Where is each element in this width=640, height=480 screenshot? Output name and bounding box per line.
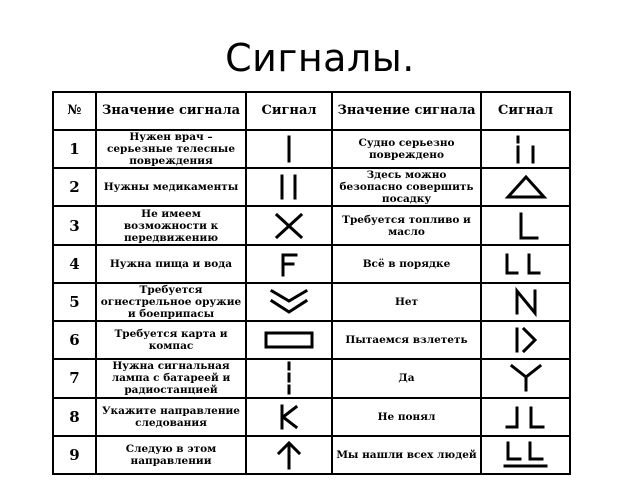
header-signal-2: Сигнал: [481, 92, 570, 130]
two-vertical-lines-icon: [246, 168, 332, 206]
signal-meaning: Здесь можно безопасно совершить посадку: [332, 168, 481, 206]
table-row: [53, 168, 570, 206]
table-row: [53, 130, 570, 168]
signal-meaning: Следую в этом направлении: [96, 436, 246, 474]
signal-meaning: Да: [332, 359, 481, 397]
signal-meaning: Нет: [332, 283, 481, 321]
double-chevron-down-icon: [246, 283, 332, 321]
header-num: №: [53, 92, 96, 130]
table-row: [53, 283, 570, 321]
signal-meaning: Нужна пища и вода: [96, 245, 246, 283]
row-number: 2: [53, 168, 96, 206]
row-number: 4: [53, 245, 96, 283]
signal-meaning: Пытаемся взлететь: [332, 321, 481, 359]
row-number: 8: [53, 398, 96, 436]
rectangle-icon: [246, 321, 332, 359]
x-cross-icon: [246, 206, 332, 244]
table-row: [53, 206, 570, 244]
row-number: 5: [53, 283, 96, 321]
j-and-l-icon: [481, 398, 570, 436]
row-number: 7: [53, 359, 96, 397]
signal-meaning: Судно серьезно повреждено: [332, 130, 481, 168]
table-row: [53, 245, 570, 283]
table-row: [53, 436, 570, 474]
header-meaning-2: Значение сигнала: [332, 92, 481, 130]
l-and-l-underlined-icon: [481, 436, 570, 474]
triangle-icon: [481, 168, 570, 206]
table-row: [53, 359, 570, 397]
row-number: 1: [53, 130, 96, 168]
signal-meaning: Требуется карта и компас: [96, 321, 246, 359]
signal-meaning: Всё в порядке: [332, 245, 481, 283]
bar-and-arrow-icon: [481, 321, 570, 359]
letter-k-icon: [246, 398, 332, 436]
dot-and-two-lines-icon: [481, 130, 570, 168]
signal-meaning: Не понял: [332, 398, 481, 436]
row-number: 6: [53, 321, 96, 359]
dashed-vertical-line-icon: [246, 359, 332, 397]
signals-table: [52, 91, 571, 475]
arrow-up-icon: [246, 436, 332, 474]
page-title: Сигналы.: [225, 36, 415, 80]
letter-l-icon: [481, 206, 570, 244]
signal-meaning: Требуется топливо и масло: [332, 206, 481, 244]
signal-meaning: Мы нашли всех людей: [332, 436, 481, 474]
table-header-row: [53, 92, 570, 130]
header-signal-1: Сигнал: [246, 92, 332, 130]
signal-meaning: Нужны медикаменты: [96, 168, 246, 206]
letter-n-icon: [481, 283, 570, 321]
letter-y-icon: [481, 359, 570, 397]
row-number: 3: [53, 206, 96, 244]
signal-meaning: Укажите направление следования: [96, 398, 246, 436]
single-vertical-line-icon: [246, 130, 332, 168]
double-l-icon: [481, 245, 570, 283]
signal-meaning: Не имеем возможности к передвижению: [96, 206, 246, 244]
letter-f-icon: [246, 245, 332, 283]
signal-meaning: Нужна сигнальная лампа с батареей и радиостанцией: [96, 359, 246, 397]
table-row: [53, 398, 570, 436]
header-meaning-1: Значение сигнала: [96, 92, 246, 130]
signal-meaning: Требуется огнестрельное оружие и боеприпасы: [96, 283, 246, 321]
signal-meaning: Нужен врач – серьезные телесные повреждения: [96, 130, 246, 168]
row-number: 9: [53, 436, 96, 474]
table-row: [53, 321, 570, 359]
